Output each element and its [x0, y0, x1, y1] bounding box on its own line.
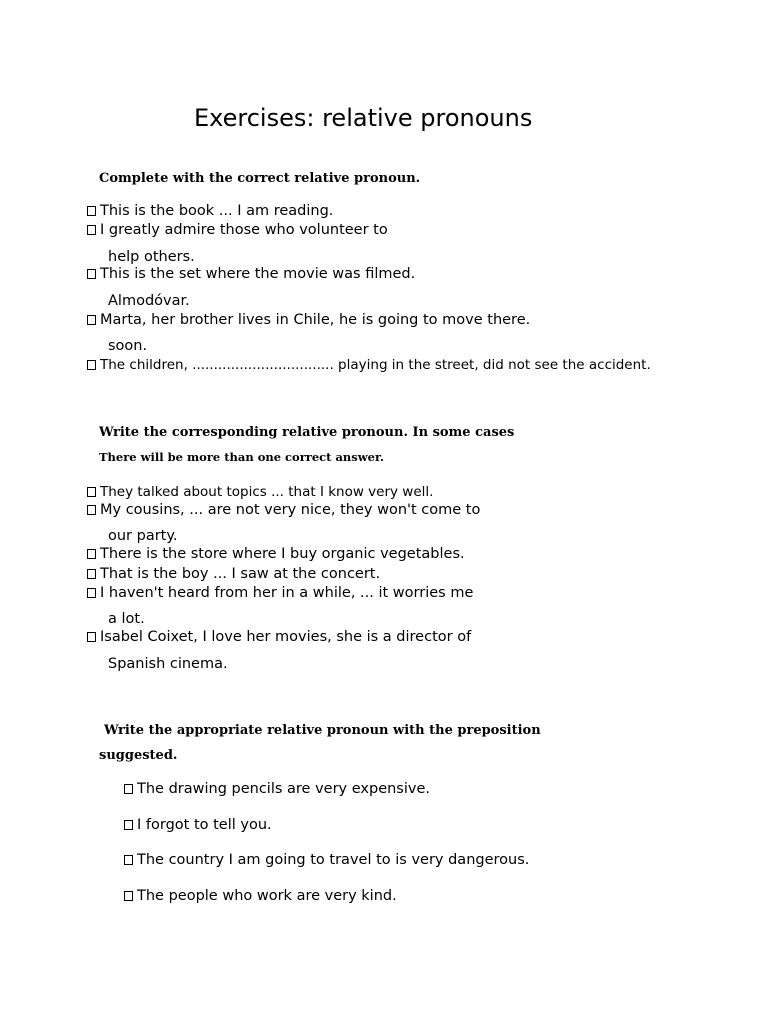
- list-item: [87, 312, 530, 328]
- checkbox-bullet-icon: [87, 206, 96, 216]
- item-text: The drawing pencils are very expensive.: [137, 781, 430, 797]
- item-text: I forgot to tell you.: [137, 817, 272, 833]
- list-item: [87, 502, 480, 518]
- list-item-continuation: Almodóvar.: [108, 293, 190, 309]
- item-text: This is the book ... I am reading.: [100, 203, 334, 219]
- checkbox-bullet-icon: [124, 891, 133, 901]
- item-text: I greatly admire those who volunteer to: [100, 222, 388, 238]
- section2-instruction: Write the corresponding relative pronoun. In some cases: [99, 425, 515, 440]
- list-item: [124, 852, 529, 868]
- list-item: [87, 266, 415, 282]
- item-text: My cousins, ... are not very nice, they won't come to: [100, 502, 481, 518]
- section2-instruction-note: There will be more than one correct answer.: [99, 450, 384, 464]
- page-title: Exercises: relative pronouns: [194, 104, 533, 132]
- checkbox-bullet-icon: [87, 588, 96, 598]
- list-item: [124, 817, 272, 833]
- list-item-continuation: a lot.: [108, 611, 145, 627]
- section1-instruction: Complete with the correct relative pronoun.: [99, 171, 421, 186]
- checkbox-bullet-icon: [124, 820, 133, 830]
- checkbox-bullet-icon: [87, 487, 96, 497]
- section3-instruction: Write the appropriate relative pronoun with the preposition: [104, 723, 541, 738]
- list-item: [124, 781, 430, 797]
- item-text: The people who work are very kind.: [137, 888, 397, 904]
- list-item-continuation: Spanish cinema.: [108, 656, 228, 672]
- list-item: [87, 203, 333, 219]
- item-text: There is the store where I buy organic vegetables.: [100, 546, 465, 562]
- checkbox-bullet-icon: [87, 549, 96, 559]
- checkbox-bullet-icon: [124, 784, 133, 794]
- item-text: Isabel Coixet, I love her movies, she is a director of: [100, 629, 472, 645]
- item-text: Marta, her brother lives in Chile, he is going to move there.: [100, 312, 531, 328]
- list-item: [124, 888, 397, 904]
- item-text: The country I am going to travel to is very dangerous.: [137, 852, 530, 868]
- checkbox-bullet-icon: [87, 315, 96, 325]
- list-item: [87, 546, 465, 562]
- item-text: That is the boy ... I saw at the concert.: [100, 566, 381, 582]
- list-item: [87, 484, 433, 500]
- list-item: [87, 585, 473, 601]
- list-item: [87, 222, 388, 238]
- checkbox-bullet-icon: [87, 569, 96, 579]
- checkbox-bullet-icon: [87, 225, 96, 235]
- list-item-continuation: help others.: [108, 249, 195, 265]
- checkbox-bullet-icon: [87, 632, 96, 642]
- item-text: The children, ................................. playing in the street, did not see the accident.: [100, 357, 651, 373]
- item-text: They talked about topics ... that I know very well.: [100, 484, 434, 500]
- item-text: I haven't heard from her in a while, ... it worries me: [100, 585, 474, 601]
- checkbox-bullet-icon: [87, 360, 96, 370]
- list-item: [87, 629, 471, 645]
- checkbox-bullet-icon: [87, 269, 96, 279]
- list-item: [87, 357, 651, 373]
- item-text: This is the set where the movie was filmed.: [100, 266, 416, 282]
- checkbox-bullet-icon: [124, 855, 133, 865]
- list-item-continuation: our party.: [108, 528, 178, 544]
- list-item-continuation: soon.: [108, 338, 148, 354]
- checkbox-bullet-icon: [87, 505, 96, 515]
- section3-instruction-continuation: suggested.: [99, 748, 178, 763]
- list-item: [87, 566, 380, 582]
